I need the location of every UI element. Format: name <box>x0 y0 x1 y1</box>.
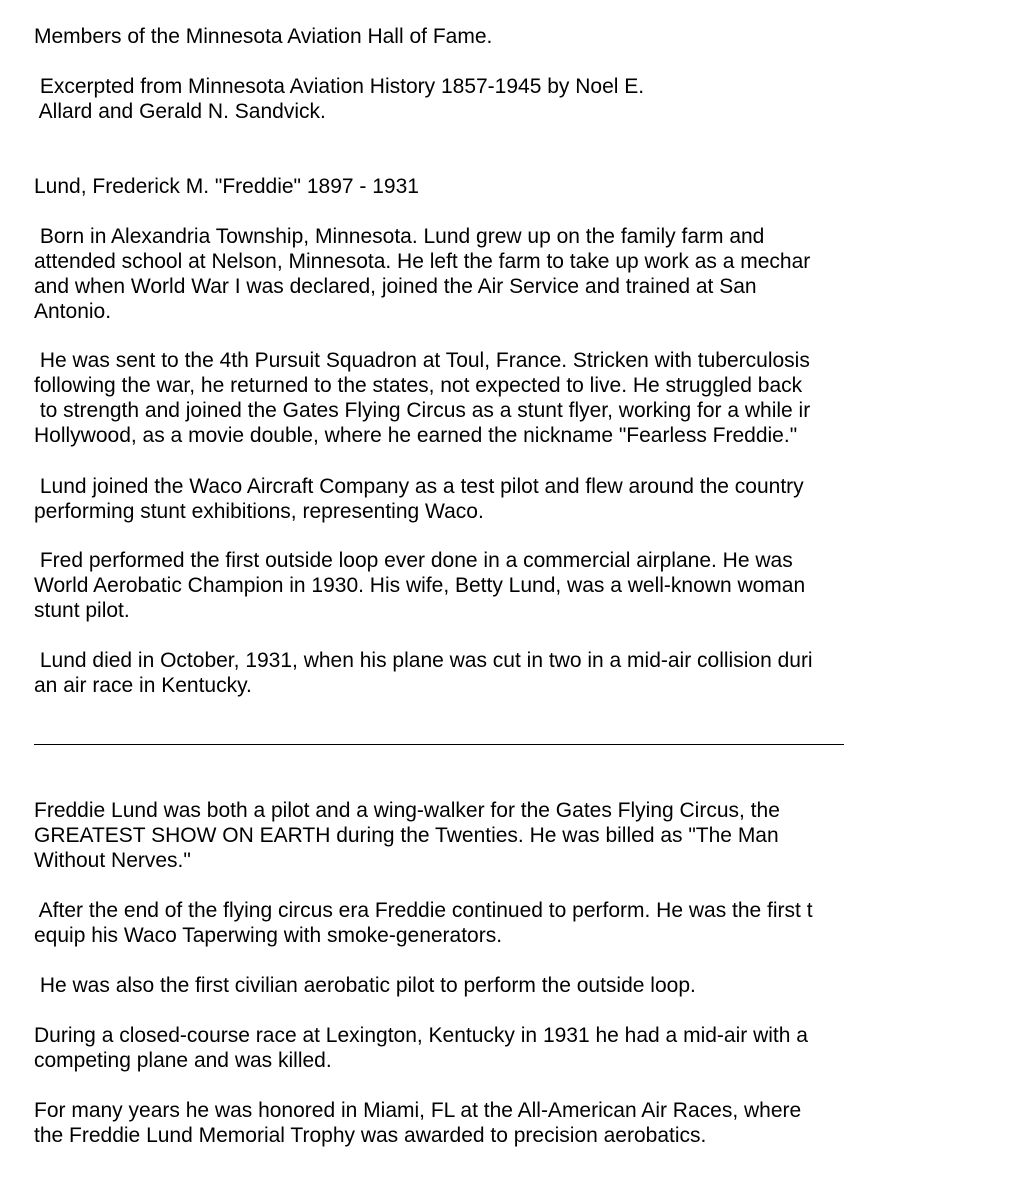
paragraph-line: Freddie Lund was both a pilot and a wing-walker for the Gates Flying Circus, the <box>34 799 780 822</box>
paragraph-line: During a closed-course race at Lexington, Kentucky in 1931 he had a mid-air with a <box>34 1024 808 1047</box>
entry-name-heading: Lund, Frederick M. "Freddie" 1897 - 1931 <box>34 175 419 198</box>
paragraph-line: He was sent to the 4th Pursuit Squadron at Toul, France. Stricken with tuberculosis <box>34 349 810 372</box>
paragraph-line: competing plane and was killed. <box>34 1049 332 1072</box>
paragraph-line: Hollywood, as a movie double, where he earned the nickname "Fearless Freddie." <box>34 424 798 447</box>
paragraph-line: After the end of the flying circus era Freddie continued to perform. He was the first t <box>34 899 813 922</box>
paragraph-line: World Aerobatic Champion in 1930. His wife, Betty Lund, was a well-known woman <box>34 574 806 597</box>
section-divider <box>34 744 844 745</box>
paragraph-line: Born in Alexandria Township, Minnesota. Lund grew up on the family farm and <box>34 225 765 248</box>
paragraph-line: to strength and joined the Gates Flying Circus as a stunt flyer, working for a while ir <box>34 399 811 422</box>
paragraph-line: attended school at Nelson, Minnesota. He left the farm to take up work as a mechar <box>34 250 811 273</box>
source-line: Allard and Gerald N. Sandvick. <box>34 100 326 123</box>
paragraph-line: Antonio. <box>34 300 112 323</box>
paragraph-line: an air race in Kentucky. <box>34 674 252 697</box>
paragraph-line: following the war, he returned to the states, not expected to live. He struggled back <box>34 374 803 397</box>
document-title: Members of the Minnesota Aviation Hall of Fame. <box>34 25 493 48</box>
paragraph-line: equip his Waco Taperwing with smoke-generators. <box>34 924 503 947</box>
paragraph-line: the Freddie Lund Memorial Trophy was awarded to precision aerobatics. <box>34 1124 707 1147</box>
source-line: Excerpted from Minnesota Aviation History 1857-1945 by Noel E. <box>34 75 645 98</box>
paragraph-line: Fred performed the first outside loop ever done in a commercial airplane. He was <box>34 549 793 572</box>
paragraph-line: and when World War I was declared, joined the Air Service and trained at San <box>34 275 757 298</box>
paragraph-line: He was also the first civilian aerobatic pilot to perform the outside loop. <box>34 974 696 997</box>
paragraph-line: Lund joined the Waco Aircraft Company as a test pilot and flew around the country <box>34 475 804 498</box>
paragraph-line: Lund died in October, 1931, when his plane was cut in two in a mid-air collision duri <box>34 649 813 672</box>
paragraph-line: Without Nerves." <box>34 849 191 872</box>
paragraph-line: performing stunt exhibitions, representing Waco. <box>34 500 484 523</box>
paragraph-line: stunt pilot. <box>34 599 130 622</box>
paragraph-line: GREATEST SHOW ON EARTH during the Twenties. He was billed as "The Man <box>34 824 779 847</box>
paragraph-line: For many years he was honored in Miami, FL at the All-American Air Races, where <box>34 1099 802 1122</box>
